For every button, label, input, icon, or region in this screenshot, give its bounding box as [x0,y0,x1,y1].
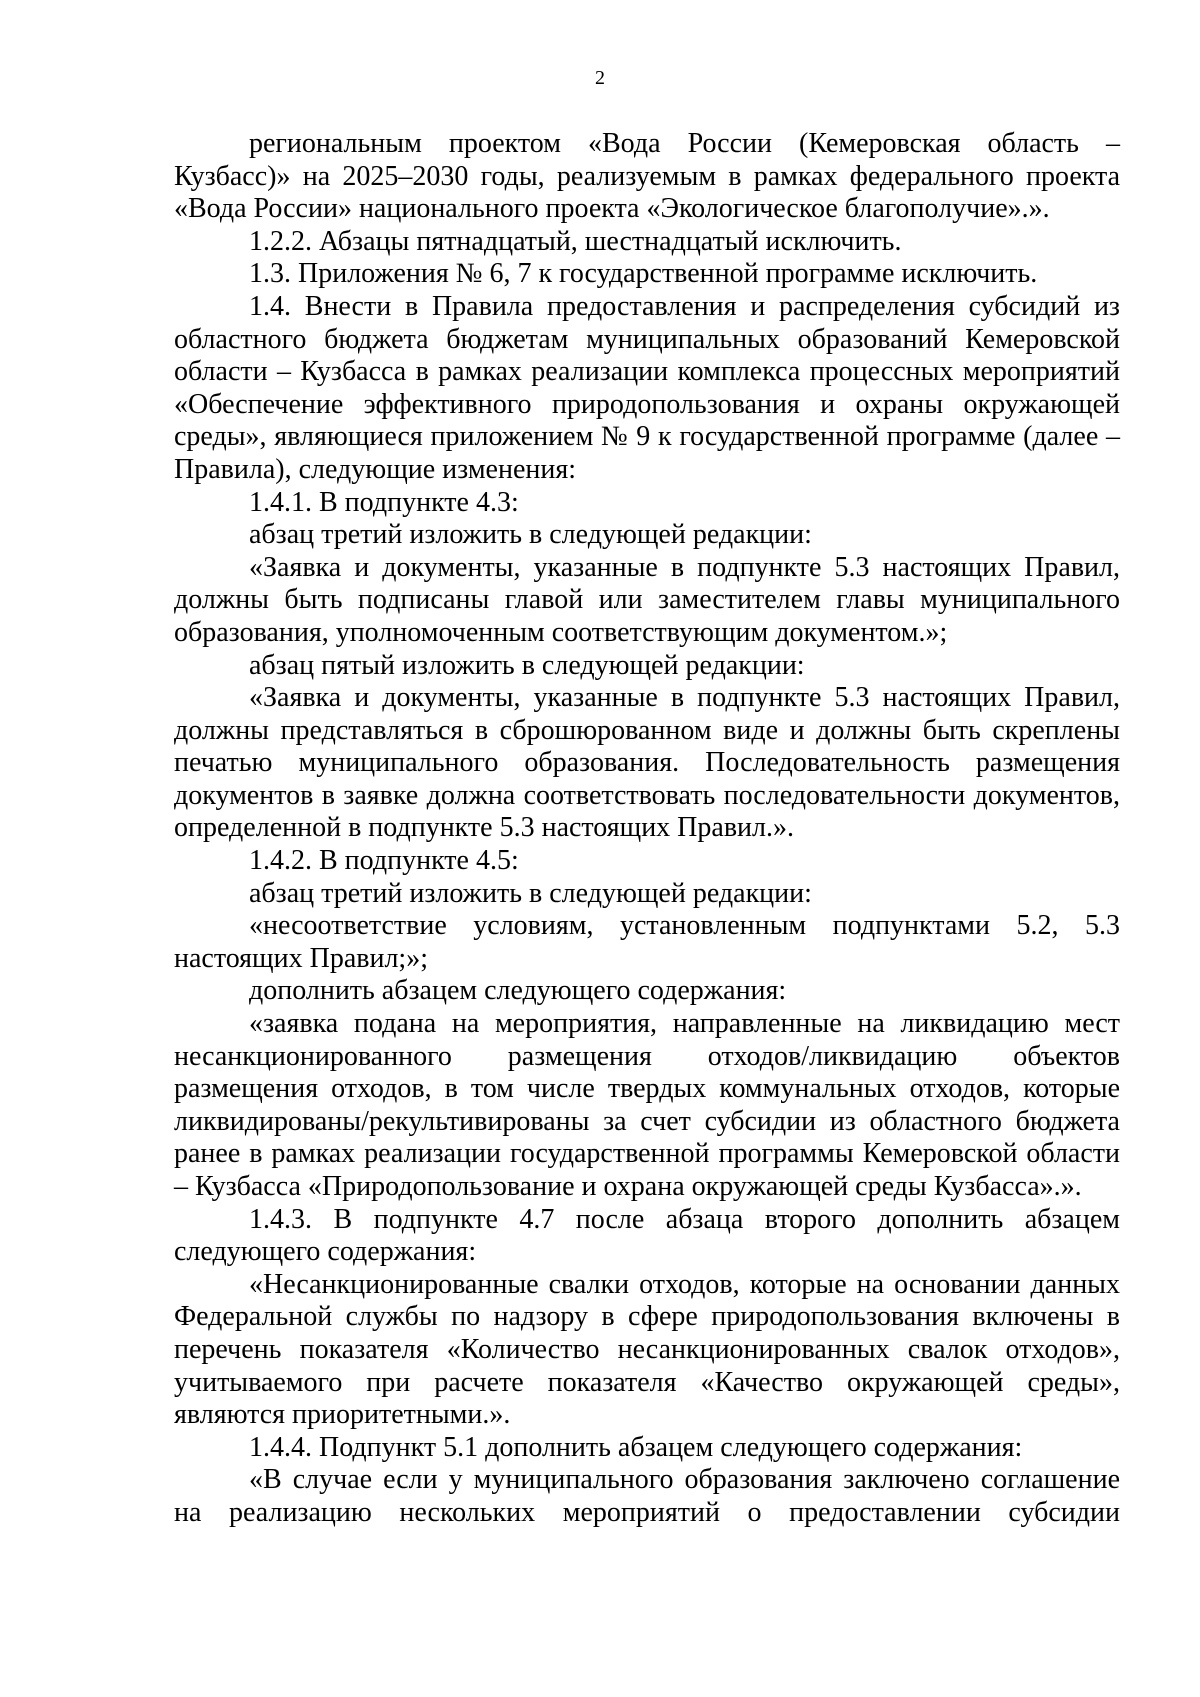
paragraph-1-4-1-quote-1: «Заявка и документы, указанные в подпункте 5.3 настоящих Правил, должны быть подписаны главой или заместителем главы муниципального образования, уполномоченным соответствующим документом.»; [174,551,1120,648]
paragraph-1-4-4-quote: «В случае если у муниципального образования заключено соглашение на реализацию нескольких мероприятий о предоставлении субсидии [174,1464,1120,1528]
paragraph-1-4-2-quote-1: «несоответствие условиям, установленным подпунктами 5.2, 5.3 настоящих Правил;»; [174,910,1120,974]
paragraph-1-3: 1.3. Приложения № 6, 7 к государственной программе исключить. [249,258,1038,290]
paragraph-1-4-4: 1.4.4. Подпункт 5.1 дополнить абзацем следующего содержания: [249,1431,1023,1463]
paragraph-continuation: региональным проектом «Вода России (Кемеровская область – Кузбасс)» на 2025–2030 годы, реализуемым в рамках федерального проекта «Вода России» национального проекта «Экологическое благополучие».». [174,128,1120,225]
document-body [174,128,1120,1530]
paragraph-1-4-3-quote: «Несанкционированные свалки отходов, которые на основании данных Федеральной службы по надзору в сфере природопользования включены в перечень показателя «Количество несанкционированных свалок отходов», учитываемого при расчете показателя «Качество окружающей среды», являются приоритетными.». [174,1268,1120,1431]
paragraph-1-4-2-instruction-2: дополнить абзацем следующего содержания: [249,975,787,1007]
paragraph-1-4-2: 1.4.2. В подпункте 4.5: [249,845,519,877]
page-number: 2 [595,67,605,89]
paragraph-1-4-2-instruction-1: абзац третий изложить в следующей редакции: [249,877,812,909]
paragraph-1-4-1-quote-2: «Заявка и документы, указанные в подпункте 5.3 настоящих Правил, должны представляться в сброшюрованном виде и должны быть скреплены печатью муниципального образования. Последовательность размещения документов в заявке должна соответствовать последовательности документов, определенной в подпункте 5.3 настоящих Правил.». [174,682,1120,844]
paragraph-1-4-1: 1.4.1. В подпункте 4.3: [249,486,519,518]
paragraph-1-4-1-instruction-2: абзац пятый изложить в следующей редакции: [249,649,805,681]
paragraph-1-4-2-quote-2: «заявка подана на мероприятия, направленные на ликвидацию мест несанкционированного размещения отходов/ликвидацию объектов размещения отходов, в том числе твердых коммунальных отходов, которые ликвидированы/рекультивированы за счет субсидии из областного бюджета ранее в рамках реализации государственной программы Кемеровской области – Кузбасса «Природопользование и охрана окружающей среды Кузбасса».». [174,1008,1120,1202]
paragraph-1-2-2: 1.2.2. Абзацы пятнадцатый, шестнадцатый исключить. [249,225,902,257]
paragraph-1-4-1-instruction-1: абзац третий изложить в следующей редакции: [249,519,812,551]
paragraph-1-4: 1.4. Внести в Правила предоставления и распределения субсидий из областного бюджета бюджетам муниципальных образований Кемеровской области – Кузбасса в рамках реализации комплекса процессных мероприятий «Обеспечение эффективного природопользования и охраны окружающей среды», являющиеся приложением № 9 к государственной программе (далее – Правила), следующие изменения: [174,290,1120,485]
paragraph-1-4-3: 1.4.3. В подпункте 4.7 после абзаца второго дополнить абзацем следующего содержания: [174,1203,1120,1268]
